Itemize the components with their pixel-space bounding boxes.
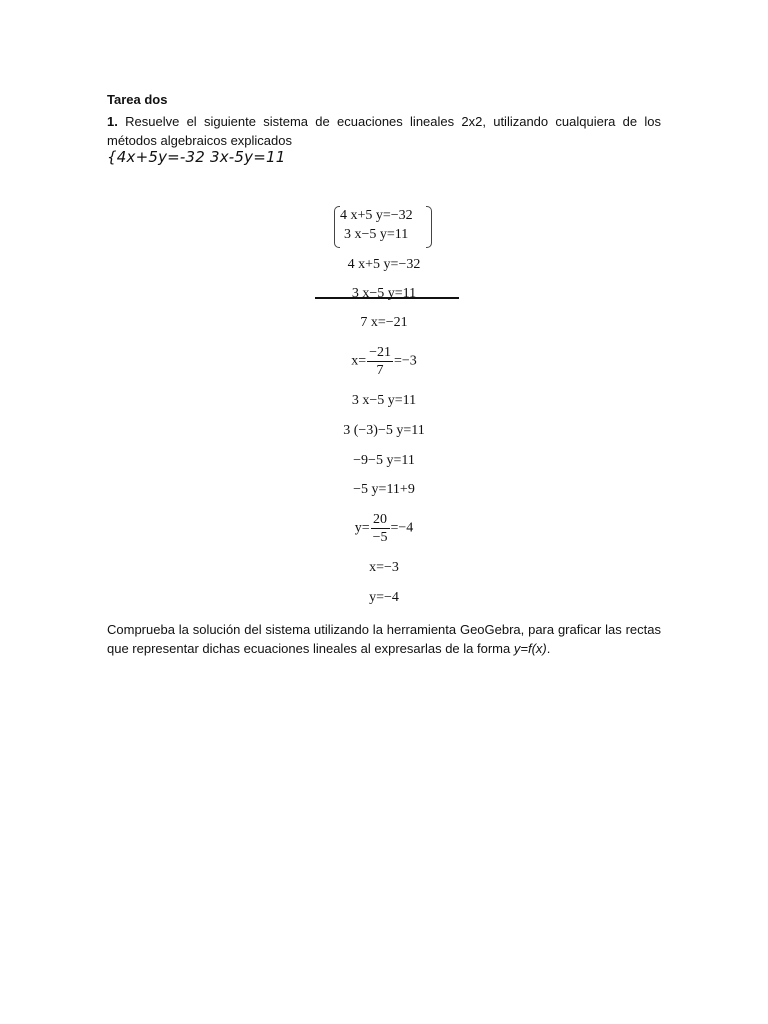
- x-lhs: x=: [351, 353, 367, 369]
- x-rhs: =−3: [394, 353, 417, 369]
- system-of-equations: [334, 206, 434, 248]
- y-fraction: [371, 511, 390, 546]
- x-fraction: [367, 344, 393, 379]
- problem-statement: [107, 112, 661, 150]
- right-brace: [426, 206, 432, 248]
- system-equation-1: 4 x+5 y=−32: [340, 208, 413, 223]
- y-solution-fraction: [234, 511, 534, 546]
- substitution-step-3: −5 y=11+9: [353, 482, 415, 497]
- y-denominator: −5: [372, 530, 388, 545]
- y-rhs: =−4: [390, 520, 414, 536]
- check-instructions: [107, 620, 661, 658]
- system-inline: {4x+5y=-32 3x-5y=11: [107, 148, 286, 166]
- check-end: .: [546, 641, 551, 656]
- problem-text: Resuelve el siguiente sistema de ecuaciones lineales 2x2, utilizando cualquiera de los métodos algebraicos explicados: [107, 114, 661, 148]
- check-formula: y=f(x): [513, 641, 547, 656]
- sum-equation: 7 x=−21: [360, 315, 408, 330]
- x-solution-fraction: [234, 344, 534, 379]
- substitution-step-1: 3 (−3)−5 y=11: [343, 423, 425, 438]
- x-result: x=−3: [369, 560, 399, 575]
- substitution-equation: 3 x−5 y=11: [351, 393, 417, 408]
- substitution-step-2: −9−5 y=11: [353, 453, 415, 468]
- y-lhs: y=: [354, 520, 370, 536]
- system-equation-2: 3 x−5 y=11: [344, 227, 409, 242]
- x-numerator: −21: [369, 345, 391, 360]
- sum-line: [315, 297, 459, 299]
- addition-equation-1: 4 x+5 y=−32: [347, 257, 421, 272]
- y-result: y=−4: [369, 590, 399, 605]
- addition-equation-2: 3 x−5 y=11: [351, 286, 417, 301]
- check-text: Comprueba la solución del sistema utilizando la herramienta GeoGebra, para graficar las rectas que representar dichas ecuaciones lineales al expresarlas de la forma: [107, 622, 661, 656]
- x-denominator: 7: [376, 363, 384, 378]
- problem-number: 1.: [107, 114, 118, 129]
- page-title: Tarea dos: [107, 92, 168, 107]
- y-numerator: 20: [371, 511, 390, 529]
